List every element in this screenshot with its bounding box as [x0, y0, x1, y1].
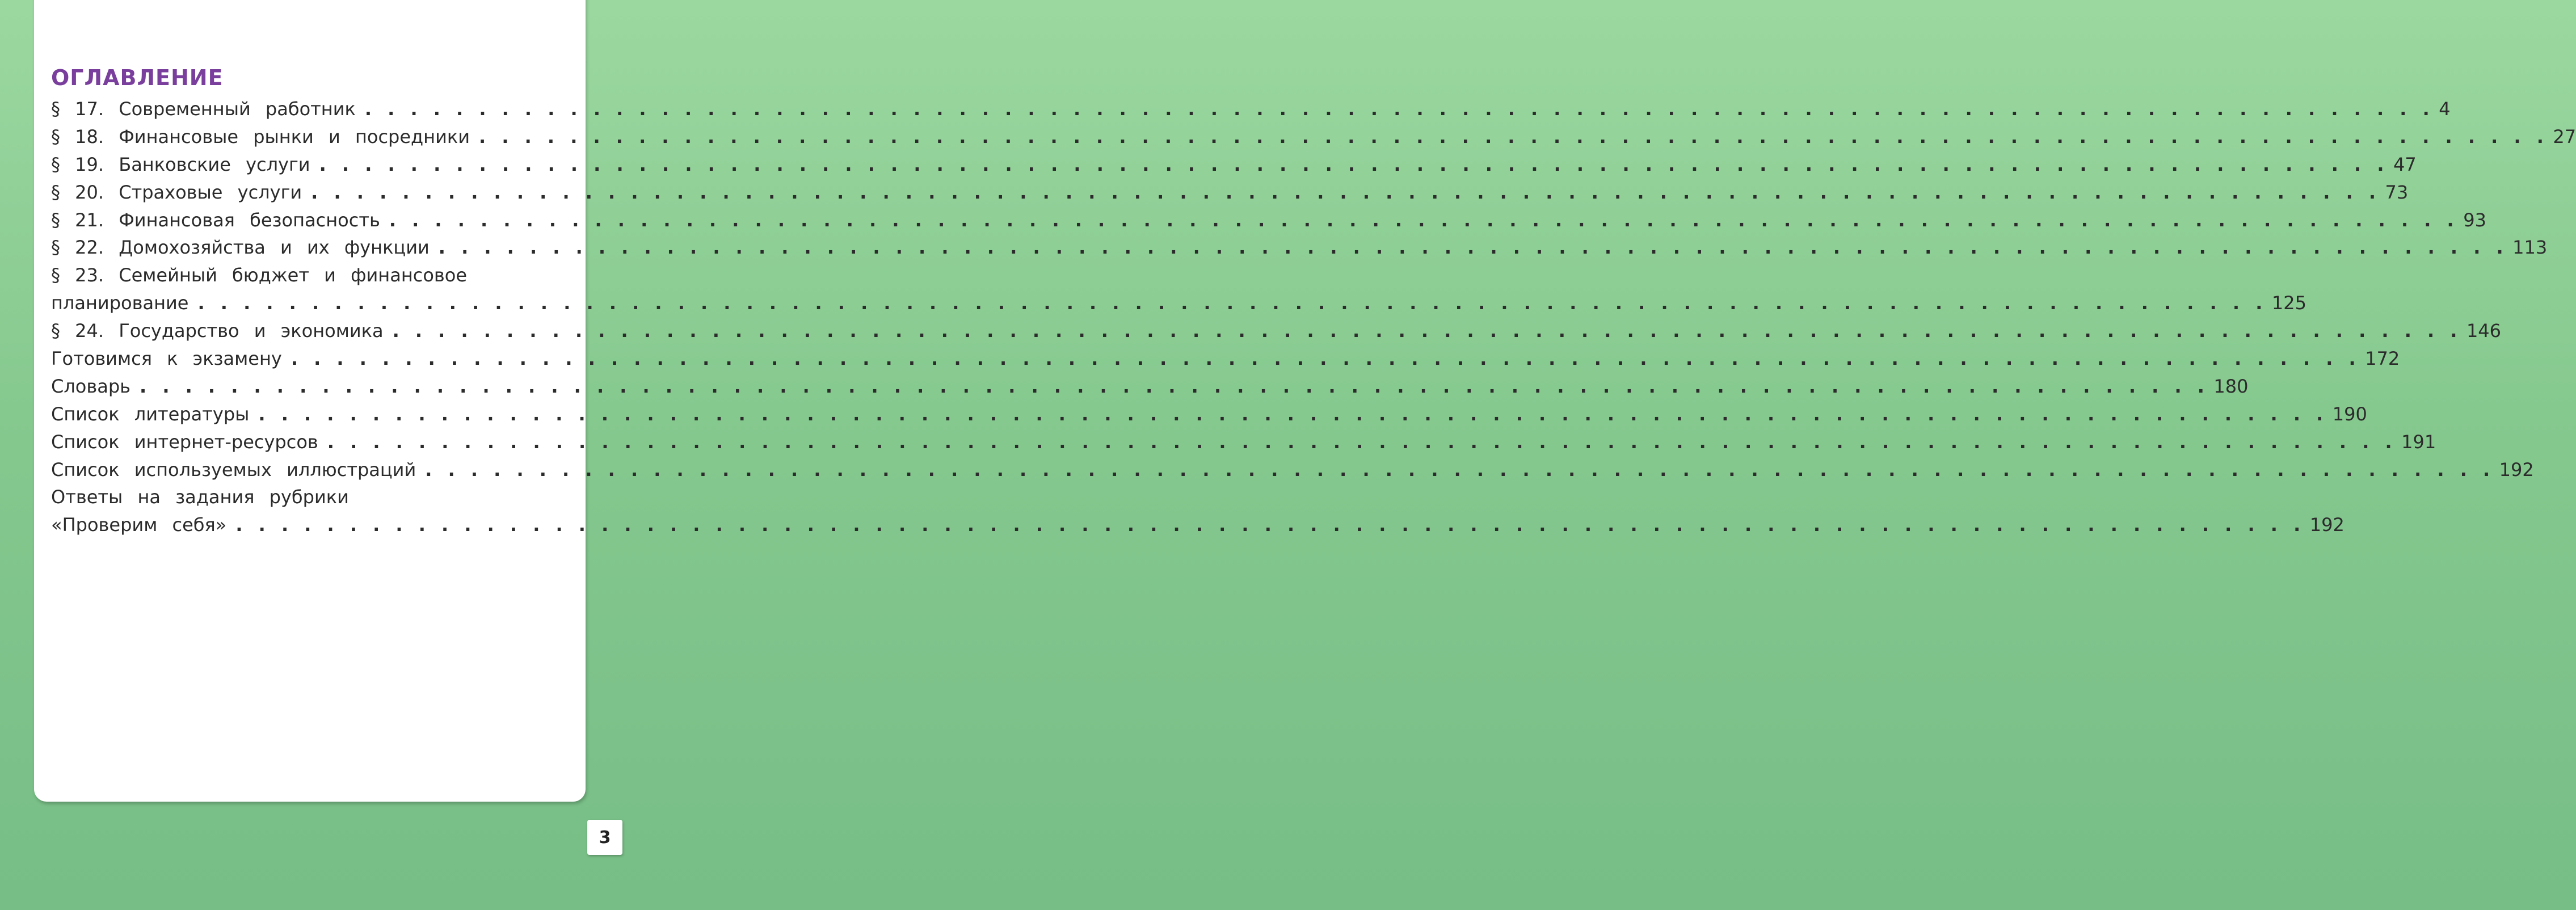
toc-entry-title: «Проверим себя» — [51, 514, 227, 536]
table-of-contents — [51, 95, 2576, 539]
toc-page-number: 146 — [2466, 320, 2502, 342]
toc-page-number: 190 — [2332, 403, 2367, 425]
toc-page-number: 192 — [2499, 458, 2534, 481]
toc-entry-title: планирование — [51, 292, 189, 314]
toc-entry-glossary[interactable] — [51, 373, 2249, 401]
toc-entry-title: Словарь — [51, 375, 131, 397]
toc-page-number: 180 — [2213, 375, 2249, 397]
toc-entry-title: § 22. Домохозяйства и их функции — [51, 237, 430, 259]
toc-entry-22[interactable] — [51, 234, 2548, 262]
toc-entry-literature[interactable] — [51, 401, 2367, 428]
content-card — [34, 0, 2576, 802]
toc-dot-leader: . . . . . . . . . . . . . . . . . . . . . . . . . . . . . . . . . . . . . . . . . . . . . . . . . . . . . . . . . . . . . . . . . . . . . . . . . . . . . . . . . . . . . . . . . . . — [311, 181, 2381, 203]
toc-dot-leader: . . . . . . . . . . . . . . . . . . . . . . . . . . . . . . . . . . . . . . . . . . . . . . . . . . . . . . . . . . . . . . . . . . . . . . . . . . . . . . . . . . . . . . . . . . . — [258, 403, 2328, 425]
toc-entry-21[interactable] — [51, 207, 2486, 234]
toc-dot-leader: . . . . . . . . . . . . . . . . . . . . . . . . . . . . . . . . . . . . . . . . . . . . . . . . . . . . . . . . . . . . . . . . . . . . . . . . . . . . . . . . . . . . . . . . . . . — [425, 458, 2495, 481]
toc-page-number: 93 — [2463, 209, 2486, 231]
toc-entry-23-line-2[interactable] — [51, 289, 2306, 317]
toc-entry-title: § 20. Страховые услуги — [51, 181, 302, 203]
toc-dot-leader: . . . . . . . . . . . . . . . . . . . . . . . . . . . . . . . . . . . . . . . . . . . . . . . . . . . . . . . . . . . . . . . . . . . . . . . . . . . . . . . . . . . . . . . . . . . — [291, 348, 2361, 370]
toc-dot-leader: . . . . . . . . . . . . . . . . . . . . . . . . . . . . . . . . . . . . . . . . . . . . . . . . . . . . . . . . . . . . . . . . . . . . . . . . . . . . . . . . . . . . . . . . . . . — [479, 125, 2549, 148]
toc-page-number: 192 — [2309, 514, 2345, 536]
toc-page-number: 191 — [2401, 431, 2436, 453]
toc-entry-illustrations[interactable] — [51, 456, 2534, 484]
toc-entry-title: Список интернет-ресурсов — [51, 431, 318, 453]
toc-dot-leader: . . . . . . . . . . . . . . . . . . . . . . . . . . . . . . . . . . . . . . . . . . . . . . . . . . . . . . . . . . . . . . . . . . . . . . . . . . . . . . . . . . . . . . . . . . . — [389, 209, 2459, 231]
toc-dot-leader: . . . . . . . . . . . . . . . . . . . . . . . . . . . . . . . . . . . . . . . . . . . . . . . . . . . . . . . . . . . . . . . . . . . . . . . . . . . . . . . . . . . . . . . . . . . — [197, 292, 2267, 314]
toc-dot-leader: . . . . . . . . . . . . . . . . . . . . . . . . . . . . . . . . . . . . . . . . . . . . . . . . . . . . . . . . . . . . . . . . . . . . . . . . . . . . . . . . . . . . . . . . . . . — [140, 375, 2209, 397]
toc-page-number: 73 — [2385, 181, 2409, 203]
toc-heading: ОГЛАВЛЕНИЕ — [51, 65, 224, 90]
toc-page-number: 172 — [2365, 348, 2400, 370]
toc-dot-leader: . . . . . . . . . . . . . . . . . . . . . . . . . . . . . . . . . . . . . . . . . . . . . . . . . . . . . . . . . . . . . . . . . . . . . . . . . . . . . . . . . . . . . . . . . . . — [438, 237, 2508, 259]
toc-dot-leader: . . . . . . . . . . . . . . . . . . . . . . . . . . . . . . . . . . . . . . . . . . . . . . . . . . . . . . . . . . . . . . . . . . . . . . . . . . . . . . . . . . . . . . . . . . . — [319, 153, 2389, 175]
toc-entry-answers-line-1[interactable] — [51, 483, 604, 511]
toc-dot-leader: . . . . . . . . . . . . . . . . . . . . . . . . . . . . . . . . . . . . . . . . . . . . . . . . . . . . . . . . . . . . . . . . . . . . . . . . . . . . . . . . . . . . . . . . . . . — [364, 98, 2435, 120]
toc-entry-17[interactable] — [51, 95, 2451, 123]
toc-entry-title: Список литературы — [51, 403, 250, 425]
toc-dot-leader: . . . . . . . . . . . . . . . . . . . . . . . . . . . . . . . . . . . . . . . . . . . . . . . . . . . . . . . . . . . . . . . . . . . . . . . . . . . . . . . . . . . . . . . . . . . — [327, 431, 2397, 453]
toc-entry-title: Ответы на задания рубрики — [51, 486, 349, 508]
toc-entry-18[interactable] — [51, 123, 2576, 151]
toc-entry-title: § 17. Современный работник — [51, 98, 356, 120]
toc-entry-title: § 24. Государство и экономика — [51, 320, 384, 342]
toc-dot-leader: . . . . . . . . . . . . . . . . . . . . . . . . . . . . . . . . . . . . . . . . . . . . . . . . . . . . . . . . . . . . . . . . . . . . . . . . . . . . . . . . . . . . . . . . . . . — [392, 320, 2462, 342]
page-number: 3 — [599, 827, 611, 848]
toc-entry-title: § 21. Финансовая безопасность — [51, 209, 380, 231]
toc-entry-title: § 19. Банковские услуги — [51, 153, 310, 175]
toc-page-number: 27 — [2553, 125, 2576, 148]
toc-entry-exam-prep[interactable] — [51, 345, 2400, 373]
toc-entry-24[interactable] — [51, 317, 2502, 345]
toc-entry-19[interactable] — [51, 151, 2417, 179]
toc-entry-answers-line-2[interactable] — [51, 511, 2345, 539]
toc-page-number: 125 — [2271, 292, 2306, 314]
toc-entry-title: § 18. Финансовые рынки и посредники — [51, 125, 470, 148]
toc-page-number: 113 — [2512, 237, 2548, 259]
toc-entry-title: Готовимся к экзамену — [51, 348, 282, 370]
toc-page-number: 4 — [2439, 98, 2451, 120]
toc-entry-23-line-1[interactable] — [51, 262, 604, 289]
toc-page-number: 47 — [2393, 153, 2417, 175]
toc-entry-internet-resources[interactable] — [51, 428, 2436, 456]
page-number-badge — [587, 820, 622, 855]
toc-entry-title: Список используемых иллюстраций — [51, 458, 416, 481]
toc-entry-20[interactable] — [51, 179, 2409, 207]
toc-entry-title: § 23. Семейный бюджет и финансовое — [51, 264, 468, 287]
toc-dot-leader: . . . . . . . . . . . . . . . . . . . . . . . . . . . . . . . . . . . . . . . . . . . . . . . . . . . . . . . . . . . . . . . . . . . . . . . . . . . . . . . . . . . . . . . . . . . — [235, 514, 2305, 536]
